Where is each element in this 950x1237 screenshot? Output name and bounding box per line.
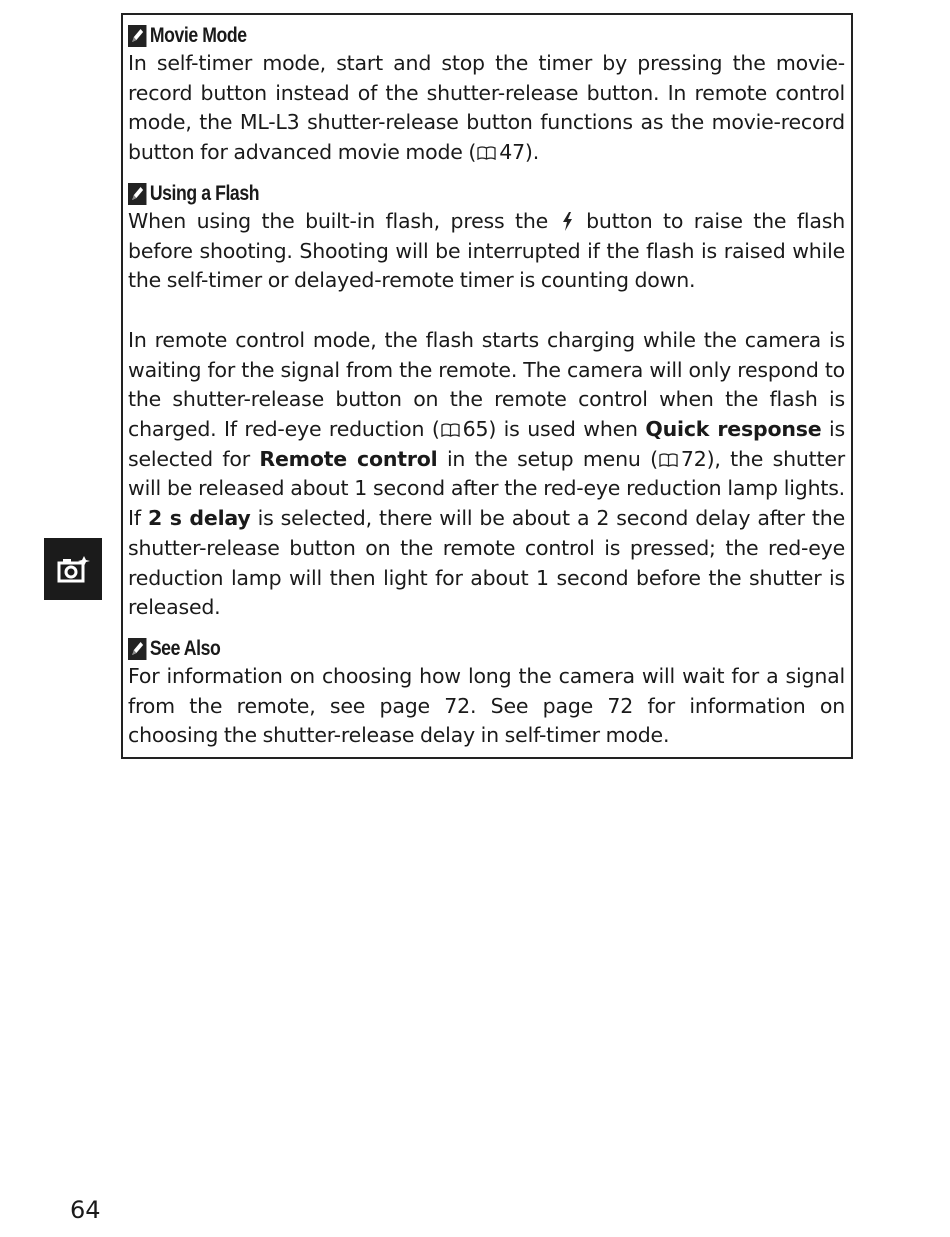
book-icon [441,423,460,437]
pencil-icon [128,183,146,205]
using-flash-heading [128,181,730,207]
book-icon [659,453,678,467]
movie-mode-text: In self-timer mode, start and stop the timer by pressing the movie-record button instead of the shutter-release button. In remote control mode, the ML-L3 shutter-release button functions as the movie-record button for advanced movie mode ( 47). [128,51,845,165]
note-box [121,13,853,759]
movie-mode-title: Movie Mode [149,24,247,47]
pencil-icon [128,25,146,47]
book-icon [477,146,496,160]
chapter-tab [44,538,102,600]
using-flash-text-2: In remote control mode, the flash starts charging while the camera is waiting for the signal from the remote. The camera will only respond to the shutter-release button on the remote control when the flash is charged. If red-eye reduction ( 65) is used when Quick response is selected for Remote control in the setup menu ( 72), the shutter will be released about 1 second after the red-eye reduction lamp lights. If 2 s delay is selected, there will be about a 2 second delay after the shutter-release button on the remote control is pressed; the red-eye reduction lamp will then light for about 1 second before the shutter is released. [128,327,846,620]
see-also-heading [128,636,730,662]
flash-icon [561,212,574,231]
using-flash-title: Using a Flash [149,181,260,205]
movie-mode-heading [128,23,730,49]
page-number: 64 [70,1196,101,1224]
pencil-icon [128,638,146,660]
see-also-text: For information on choosing how long the camera will wait for a signal from the remote, see page 72. See page 72 for information on choosing the shutter-release delay in self-timer mode. [128,663,845,748]
camera-icon [56,554,90,584]
see-also-title: See Also [149,636,221,660]
using-flash-text-1: When using the built-in flash, press the button to raise the flash before shooting. Shooting will be interrupted if the flash is raised while the self-timer or delayed-remote timer is counting down. [128,208,845,293]
